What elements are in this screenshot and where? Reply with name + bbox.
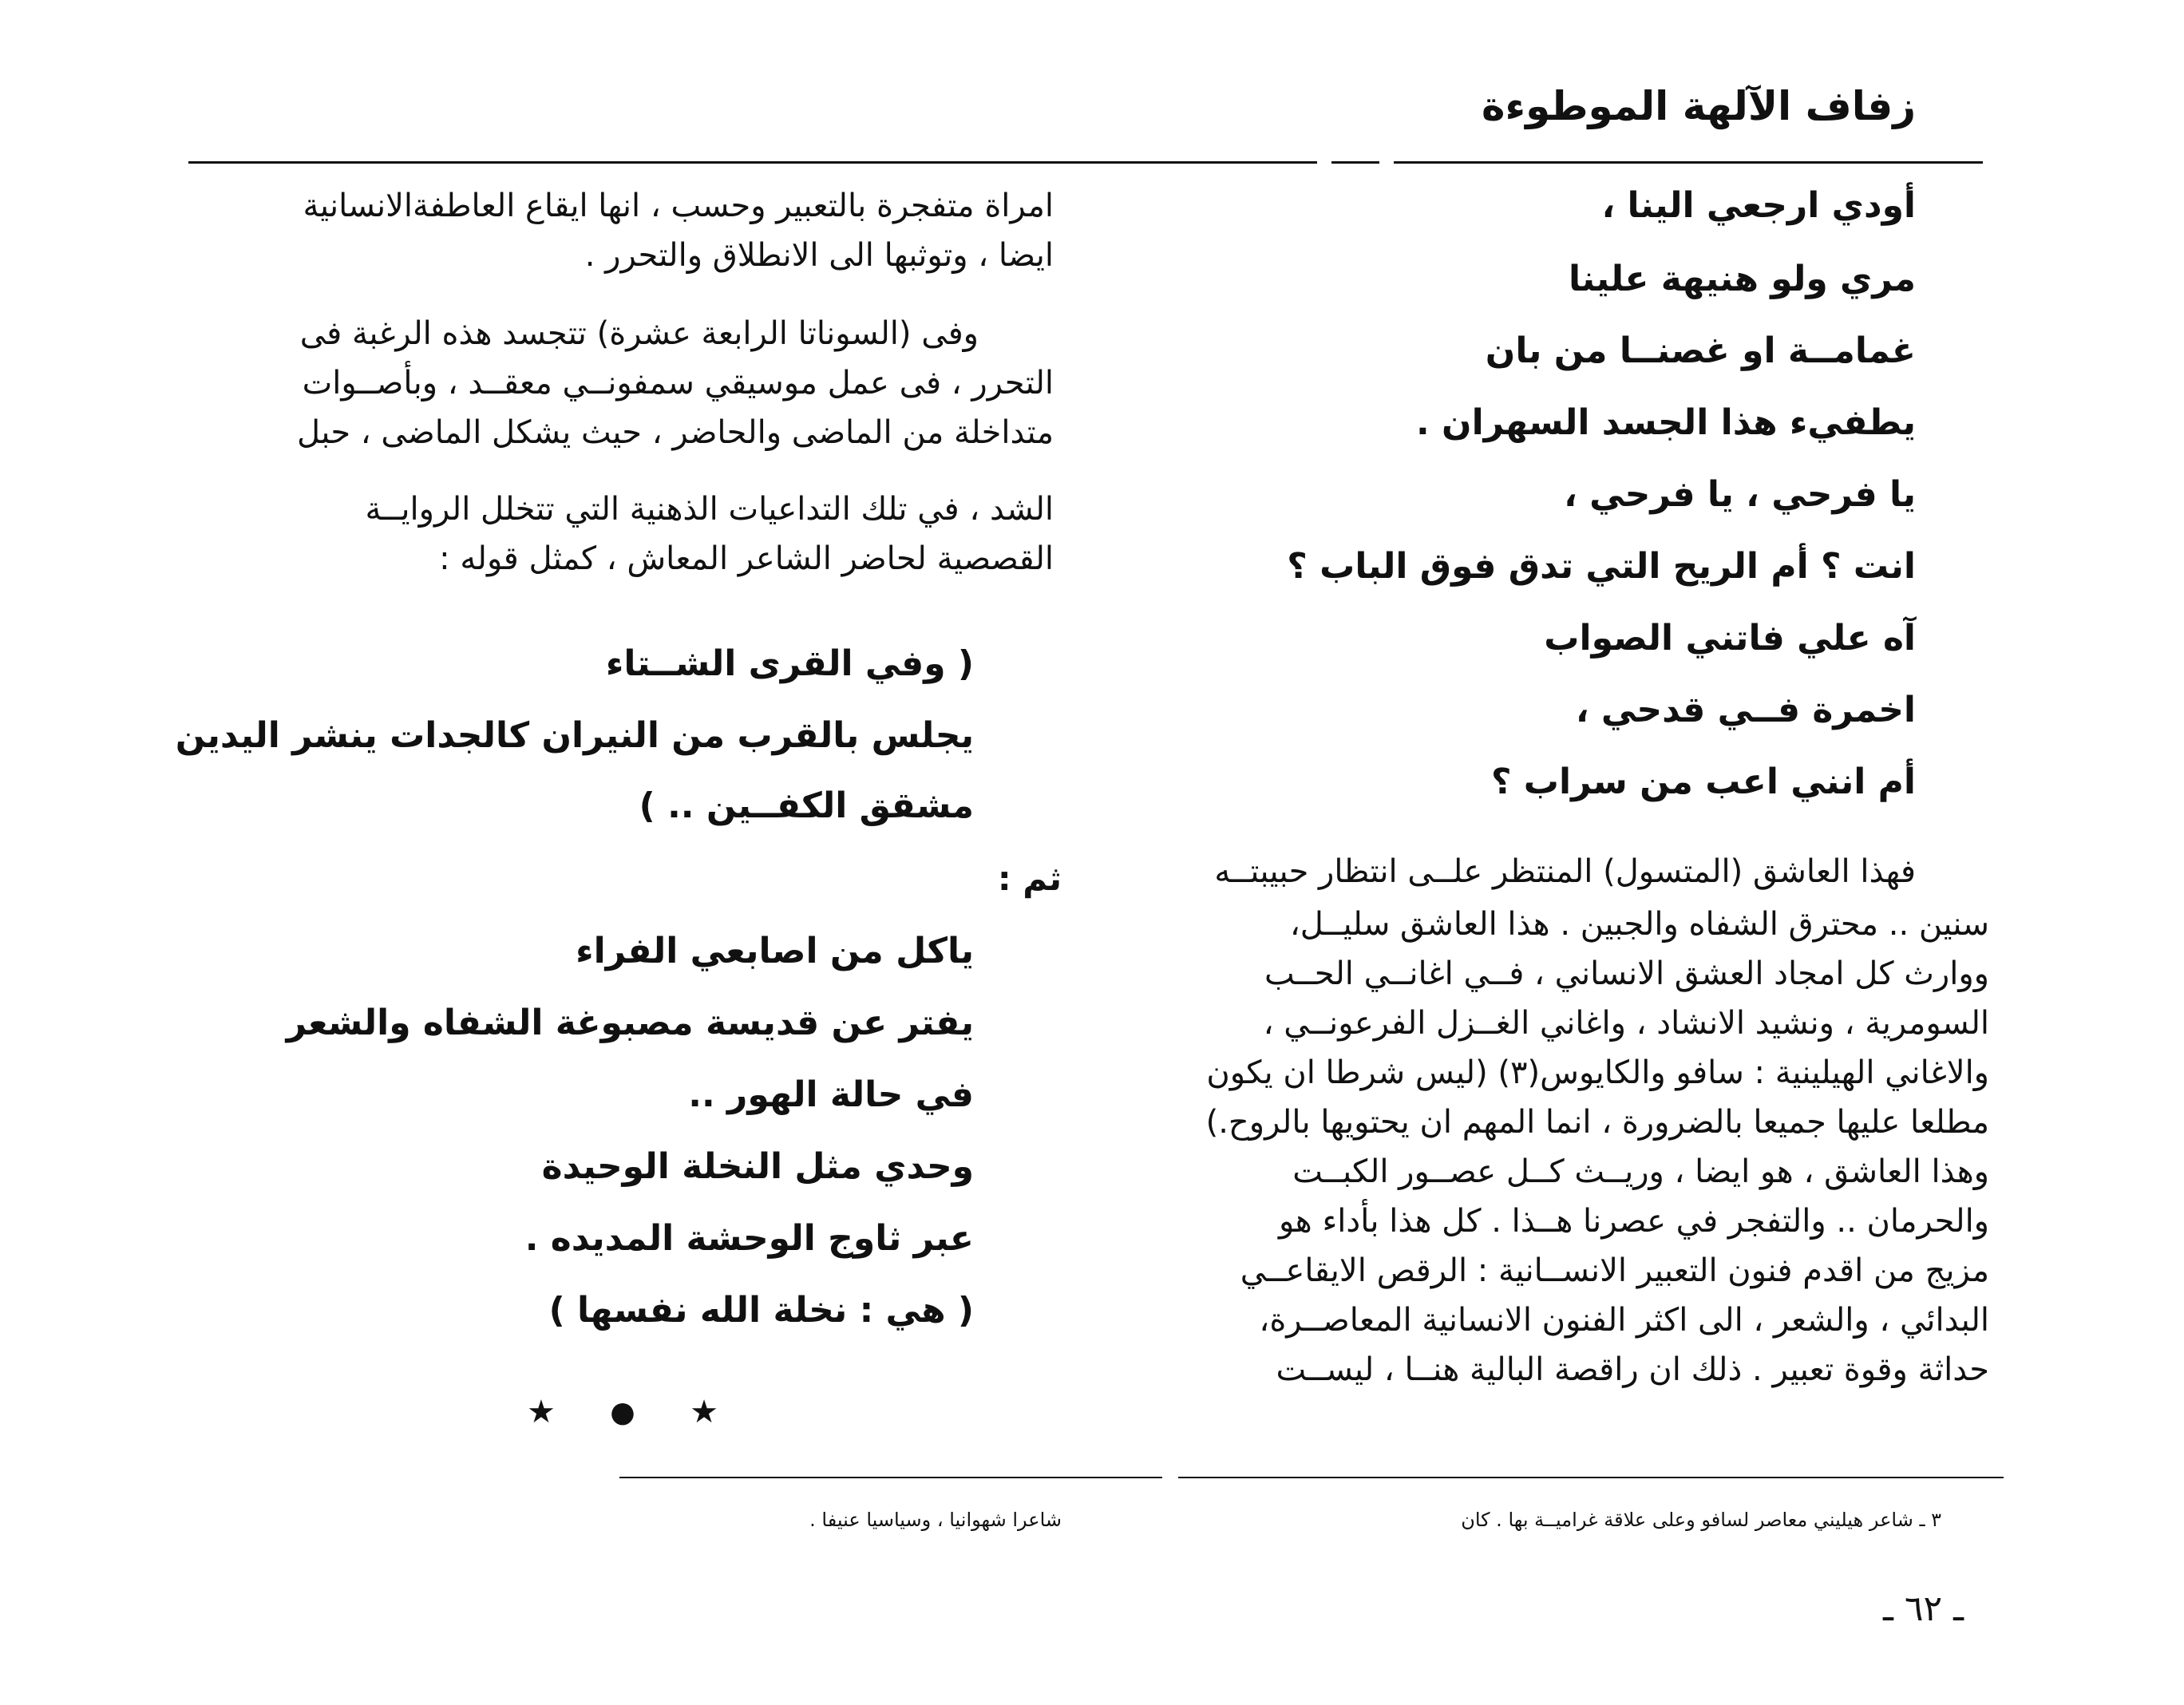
prose-line: مطلعا عليها جميعا بالضرورة ، انما المهم ان يحتويها بالروح.) [1205, 1104, 1989, 1141]
prose-line: القصصية لحاضر الشاعر المعاش ، كمثل قوله : [439, 540, 1054, 577]
prose-line: ووارث كل امجاد العشق الانساني ، فــي اغانــي الحــب [1264, 955, 1989, 992]
prose-line: فهذا العاشق (المتسول) المنتظر علــى انتظار حبيبتــه [1214, 853, 1916, 890]
poem-line: انت ؟ أم الريح التي تدق فوق الباب ؟ [1287, 546, 1916, 587]
prose-line: البدائي ، والشعر ، الى اكثر الفنون الانسانية المعاصــرة، [1259, 1302, 1989, 1339]
poem-line: يطفيء هذا الجسد السهران . [1416, 402, 1916, 443]
dot-icon: ● [610, 1395, 635, 1429]
right-column-prose [991, 0, 1989, 1437]
poem-line: يجلس بالقرب من النيران كالجدات ينشر اليدين [175, 715, 974, 756]
footnote-right: ٣ ـ شاعر هيليني معاصر لسافو وعلى علاقة غراميــة بها . كان [1461, 1509, 1941, 1531]
prose-line: وفى (السوناتا الرابعة عشرة) تتجسد هذه الرغبة فى [299, 315, 979, 352]
prose-line: والاغاني الهيلينية : سافو والكايوس(٣) (ليس شرطا ان يكون [1206, 1054, 1989, 1091]
prose-line: السومرية ، ونشيد الانشاد ، واغاني الغــزل الفرعونــي ، [1263, 1005, 1989, 1042]
poem-line: يفتر عن قديسة مصبوغة الشفاه والشعر [286, 1003, 974, 1043]
poem-line: غمامــة او غصنــا من بان [1485, 330, 1916, 371]
poem-line: اخمرة فــي قدحي ، [1575, 690, 1916, 730]
poem-line: ( هي : نخلة الله نفسها ) [548, 1290, 974, 1331]
footnote-left: شاعرا شهوانيا ، وسياسيا عنيفا . [809, 1509, 1062, 1531]
footnote-rule-right [1178, 1477, 2004, 1478]
prose-line: امراة متفجرة بالتعبير وحسب ، انها ايقاع العاطفةالانسانية [303, 188, 1054, 224]
prose-line: والحرمان .. والتفجر في عصرنا هــذا . كل هذا بأداء هو [1279, 1203, 1989, 1240]
prose-line: الشد ، في تلك التداعيات الذهنية التي تتخلل الروايــة [365, 491, 1054, 528]
poem-line: أودي ارجعي الينا ، [1601, 185, 1916, 226]
left-poem-stanza-2 [192, 0, 974, 1373]
poem-line: مري ولو هنيهة علينا [1569, 259, 1916, 299]
then-label: ثم : [997, 859, 1062, 898]
poem-line: يا فرحي ، يا فرحي ، [1564, 474, 1916, 515]
prose-line: التحرر ، فى عمل موسيقي سمفونــي معقــد ، وبأصــوات [302, 365, 1054, 402]
poem-line: عبر ثاوج الوحشة المديده . [524, 1218, 974, 1259]
page-number: ـ ٦٢ ـ [1882, 1588, 1964, 1629]
prose-line: سنين .. محترق الشفاه والجبين . هذا العاشق سليــل، [1289, 906, 1989, 943]
section-ornament [527, 1394, 718, 1430]
prose-line: وهذا العاشق ، هو ايضا ، وريــث كــل عصــور الكبــت [1292, 1153, 1989, 1190]
prose-line: مزيج من اقدم فنون التعبير الانســانية : الرقص الايقاعــي [1240, 1252, 1989, 1289]
poem-line: مشقق الكفــين .. ) [639, 785, 974, 826]
prose-line: ايضا ، وتوثبها الى الانطلاق والتحرر . [584, 237, 1054, 274]
poem-line: وحدي مثل النخلة الوحيدة [541, 1146, 974, 1187]
star-icon: ★ [690, 1394, 718, 1430]
footnote-rule-left [619, 1477, 1162, 1478]
prose-line: متداخلة من الماضى والحاضر ، حيث يشكل الماضى ، حبل [296, 414, 1054, 451]
running-header-title: زفاف الآلهة الموطوءة [1482, 83, 1916, 129]
poem-line: آه علي فاتني الصواب [1544, 618, 1916, 659]
poem-line: أم انني اعب من سراب ؟ [1490, 762, 1916, 802]
poem-line: في حالة الهور .. [688, 1074, 974, 1115]
poem-line: ( وفي القرى الشــتاء [605, 643, 974, 684]
prose-line: حداثة وقوة تعبير . ذلك ان راقصة البالية هنــا ، ليســت [1276, 1351, 1989, 1388]
poem-line: ياكل من اصابعي الفراء [576, 931, 974, 971]
star-icon: ★ [527, 1394, 556, 1430]
